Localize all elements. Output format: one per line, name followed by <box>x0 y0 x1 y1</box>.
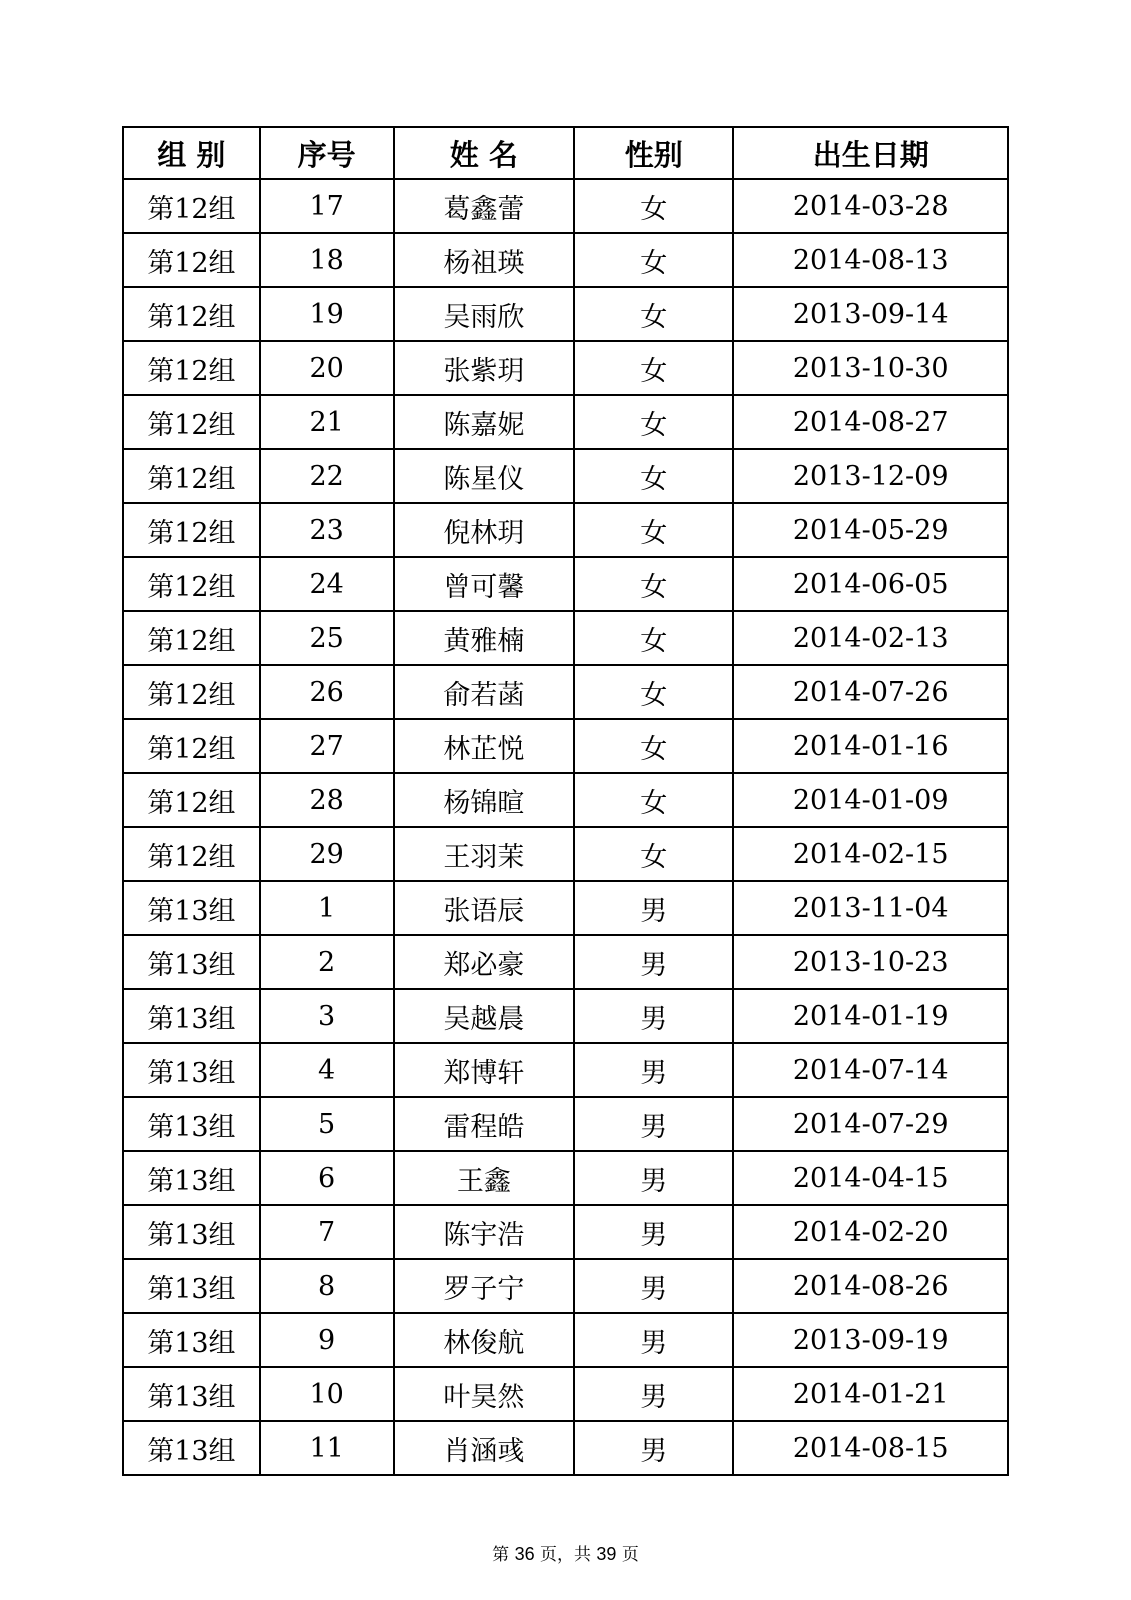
table-row <box>123 233 1008 287</box>
cell-group: 第12组 <box>123 827 260 881</box>
cell-group: 第13组 <box>123 1151 260 1205</box>
table-row <box>123 989 1008 1043</box>
table-row <box>123 1205 1008 1259</box>
table-header-row <box>123 127 1008 179</box>
cell-name: 陈星仪 <box>394 449 575 503</box>
table-row <box>123 557 1008 611</box>
table-row <box>123 611 1008 665</box>
cell-group: 第12组 <box>123 611 260 665</box>
cell-gender: 女 <box>574 449 733 503</box>
cell-seq: 27 <box>260 719 394 773</box>
footer-suffix: 页 <box>621 1545 639 1565</box>
cell-group: 第12组 <box>123 503 260 557</box>
cell-gender: 男 <box>574 1367 733 1421</box>
table-row <box>123 719 1008 773</box>
cell-name: 林芷悦 <box>394 719 575 773</box>
cell-name: 吴雨欣 <box>394 287 575 341</box>
table-row <box>123 287 1008 341</box>
cell-gender: 女 <box>574 341 733 395</box>
cell-gender: 女 <box>574 719 733 773</box>
cell-seq: 18 <box>260 233 394 287</box>
cell-name: 倪林玥 <box>394 503 575 557</box>
footer-total-pages: 39 <box>596 1544 617 1564</box>
cell-gender: 男 <box>574 1043 733 1097</box>
table-row <box>123 1043 1008 1097</box>
table-row <box>123 935 1008 989</box>
cell-seq: 17 <box>260 179 394 233</box>
cell-seq: 20 <box>260 341 394 395</box>
table-row <box>123 773 1008 827</box>
cell-group: 第12组 <box>123 341 260 395</box>
table-row <box>123 179 1008 233</box>
cell-name: 葛鑫蕾 <box>394 179 575 233</box>
cell-birthdate: 2013-11-04 <box>733 881 1008 935</box>
cell-seq: 3 <box>260 989 394 1043</box>
cell-gender: 男 <box>574 881 733 935</box>
cell-group: 第12组 <box>123 233 260 287</box>
cell-gender: 男 <box>574 935 733 989</box>
cell-gender: 女 <box>574 611 733 665</box>
cell-seq: 2 <box>260 935 394 989</box>
cell-seq: 10 <box>260 1367 394 1421</box>
cell-name: 张语辰 <box>394 881 575 935</box>
cell-seq: 8 <box>260 1259 394 1313</box>
cell-seq: 25 <box>260 611 394 665</box>
table-row <box>123 1367 1008 1421</box>
cell-seq: 23 <box>260 503 394 557</box>
cell-name: 杨锦暄 <box>394 773 575 827</box>
table-row <box>123 503 1008 557</box>
cell-name: 郑博轩 <box>394 1043 575 1097</box>
cell-birthdate: 2014-01-09 <box>733 773 1008 827</box>
header-birthdate: 出生日期 <box>733 127 1008 179</box>
cell-name: 黄雅楠 <box>394 611 575 665</box>
cell-seq: 11 <box>260 1421 394 1475</box>
cell-gender: 女 <box>574 827 733 881</box>
cell-name: 雷程皓 <box>394 1097 575 1151</box>
cell-birthdate: 2014-08-27 <box>733 395 1008 449</box>
table-body <box>123 179 1008 1475</box>
cell-name: 陈嘉妮 <box>394 395 575 449</box>
cell-name: 林俊航 <box>394 1313 575 1367</box>
cell-seq: 29 <box>260 827 394 881</box>
cell-gender: 男 <box>574 1097 733 1151</box>
table-row <box>123 1259 1008 1313</box>
cell-group: 第13组 <box>123 1043 260 1097</box>
cell-name: 张紫玥 <box>394 341 575 395</box>
table-row <box>123 395 1008 449</box>
cell-gender: 女 <box>574 233 733 287</box>
table-row <box>123 1097 1008 1151</box>
cell-group: 第12组 <box>123 449 260 503</box>
cell-group: 第13组 <box>123 1205 260 1259</box>
cell-birthdate: 2014-03-28 <box>733 179 1008 233</box>
header-group: 组 别 <box>123 127 260 179</box>
cell-name: 吴越晨 <box>394 989 575 1043</box>
footer-prefix: 第 <box>492 1545 510 1565</box>
cell-group: 第13组 <box>123 1313 260 1367</box>
cell-birthdate: 2014-01-16 <box>733 719 1008 773</box>
cell-seq: 21 <box>260 395 394 449</box>
cell-gender: 男 <box>574 1205 733 1259</box>
cell-group: 第12组 <box>123 773 260 827</box>
cell-seq: 28 <box>260 773 394 827</box>
cell-seq: 5 <box>260 1097 394 1151</box>
cell-birthdate: 2014-02-13 <box>733 611 1008 665</box>
cell-gender: 女 <box>574 179 733 233</box>
cell-name: 曾可馨 <box>394 557 575 611</box>
cell-name: 罗子宁 <box>394 1259 575 1313</box>
cell-name: 王羽茉 <box>394 827 575 881</box>
cell-gender: 男 <box>574 1151 733 1205</box>
cell-birthdate: 2014-08-13 <box>733 233 1008 287</box>
cell-gender: 女 <box>574 395 733 449</box>
cell-group: 第12组 <box>123 179 260 233</box>
cell-gender: 男 <box>574 1421 733 1475</box>
header-gender: 性别 <box>574 127 733 179</box>
cell-group: 第12组 <box>123 557 260 611</box>
cell-group: 第13组 <box>123 1259 260 1313</box>
cell-name: 郑必豪 <box>394 935 575 989</box>
roster-table <box>122 126 1009 1476</box>
table-row <box>123 665 1008 719</box>
cell-group: 第12组 <box>123 287 260 341</box>
cell-birthdate: 2014-01-19 <box>733 989 1008 1043</box>
page-footer <box>0 1540 1131 1565</box>
cell-name: 肖涵彧 <box>394 1421 575 1475</box>
cell-seq: 7 <box>260 1205 394 1259</box>
cell-name: 杨祖瑛 <box>394 233 575 287</box>
cell-seq: 19 <box>260 287 394 341</box>
cell-birthdate: 2013-12-09 <box>733 449 1008 503</box>
cell-group: 第13组 <box>123 1097 260 1151</box>
cell-name: 陈宇浩 <box>394 1205 575 1259</box>
cell-group: 第13组 <box>123 1421 260 1475</box>
cell-seq: 26 <box>260 665 394 719</box>
cell-gender: 男 <box>574 1259 733 1313</box>
cell-seq: 9 <box>260 1313 394 1367</box>
header-name: 姓 名 <box>394 127 575 179</box>
cell-gender: 女 <box>574 773 733 827</box>
cell-group: 第12组 <box>123 665 260 719</box>
cell-birthdate: 2013-10-23 <box>733 935 1008 989</box>
cell-name: 王鑫 <box>394 1151 575 1205</box>
cell-gender: 男 <box>574 989 733 1043</box>
cell-birthdate: 2014-06-05 <box>733 557 1008 611</box>
cell-gender: 男 <box>574 1313 733 1367</box>
cell-seq: 22 <box>260 449 394 503</box>
cell-gender: 女 <box>574 287 733 341</box>
cell-birthdate: 2013-09-19 <box>733 1313 1008 1367</box>
table-row <box>123 341 1008 395</box>
cell-birthdate: 2014-07-29 <box>733 1097 1008 1151</box>
cell-birthdate: 2014-07-26 <box>733 665 1008 719</box>
cell-group: 第13组 <box>123 1367 260 1421</box>
table-row <box>123 1313 1008 1367</box>
table-row <box>123 1151 1008 1205</box>
cell-group: 第13组 <box>123 881 260 935</box>
cell-gender: 女 <box>574 665 733 719</box>
footer-current-page: 36 <box>514 1544 535 1564</box>
table-row <box>123 881 1008 935</box>
cell-seq: 24 <box>260 557 394 611</box>
cell-birthdate: 2013-10-30 <box>733 341 1008 395</box>
cell-name: 叶昊然 <box>394 1367 575 1421</box>
cell-birthdate: 2014-01-21 <box>733 1367 1008 1421</box>
cell-seq: 4 <box>260 1043 394 1097</box>
cell-birthdate: 2014-05-29 <box>733 503 1008 557</box>
cell-birthdate: 2014-08-26 <box>733 1259 1008 1313</box>
cell-seq: 1 <box>260 881 394 935</box>
header-seq: 序号 <box>260 127 394 179</box>
cell-group: 第12组 <box>123 719 260 773</box>
cell-birthdate: 2013-09-14 <box>733 287 1008 341</box>
cell-gender: 女 <box>574 503 733 557</box>
cell-birthdate: 2014-04-15 <box>733 1151 1008 1205</box>
cell-birthdate: 2014-02-20 <box>733 1205 1008 1259</box>
cell-gender: 女 <box>574 557 733 611</box>
table-row <box>123 449 1008 503</box>
cell-group: 第13组 <box>123 989 260 1043</box>
cell-name: 俞若菡 <box>394 665 575 719</box>
table-row <box>123 827 1008 881</box>
cell-group: 第12组 <box>123 395 260 449</box>
cell-birthdate: 2014-02-15 <box>733 827 1008 881</box>
cell-group: 第13组 <box>123 935 260 989</box>
roster-table-container <box>122 126 1009 1476</box>
footer-middle: 页，共 <box>540 1545 591 1565</box>
table-row <box>123 1421 1008 1475</box>
cell-seq: 6 <box>260 1151 394 1205</box>
cell-birthdate: 2014-07-14 <box>733 1043 1008 1097</box>
cell-birthdate: 2014-08-15 <box>733 1421 1008 1475</box>
